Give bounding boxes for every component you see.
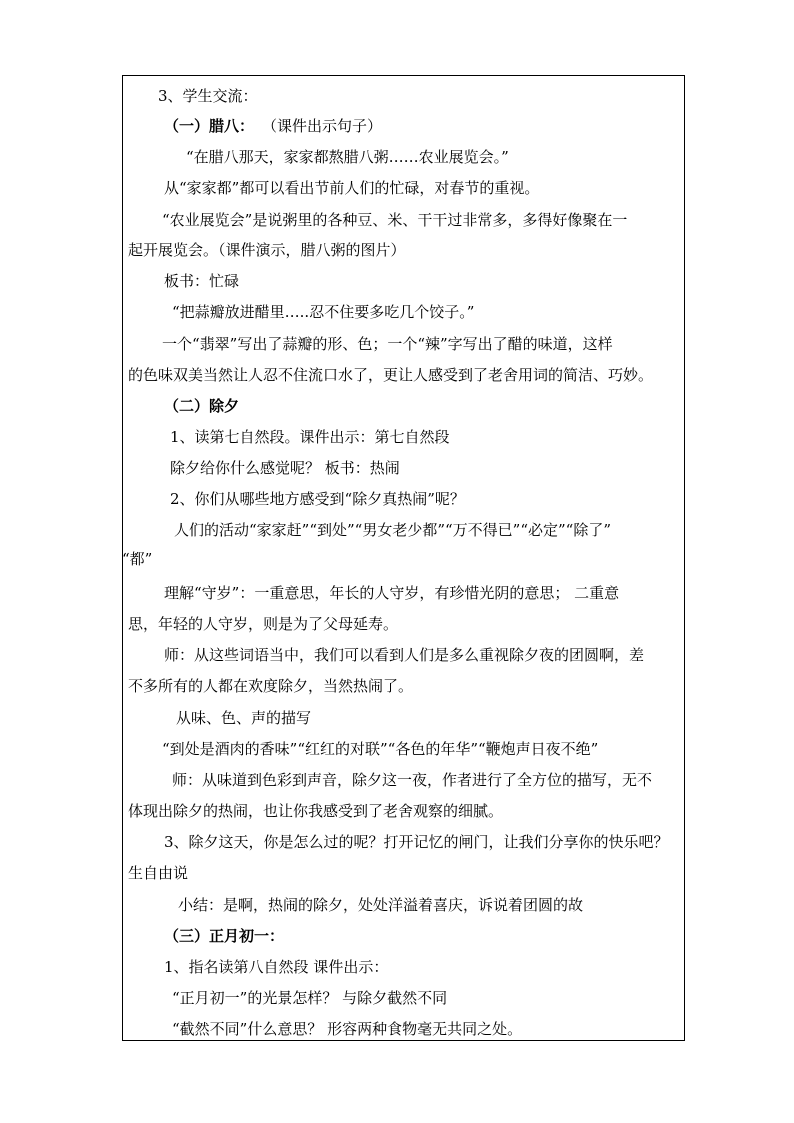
paragraph-line: 3、学生交流： — [158, 87, 258, 105]
section-heading: （一）腊八： — [164, 117, 255, 135]
paragraph-line: 理解“守岁”：一重意思，年长的人守岁，有珍惜光阴的意思； 二重意 — [164, 584, 620, 602]
paragraph-line: 2、你们从哪些地方感受到“除夕真热闹”呢？ — [170, 490, 465, 508]
paragraph-line: 师：从这些词语当中，我们可以看到人们是多么重视除夕夜的团圆啊，差 — [164, 646, 645, 664]
paragraph-line: 从“家家都”都可以看出节前人们的忙碌，对春节的重视。 — [164, 179, 540, 197]
paragraph-line: 人们的活动“家家赶”“到处”“男女老少都”“万不得已”“必定”“除了” — [174, 521, 612, 539]
paragraph-line: 生自由说 — [128, 864, 189, 882]
paragraph-line: “截然不同”什么意思？ 形容两种食物毫无共同之处。 — [172, 1020, 523, 1038]
paragraph-line: 不多所有的人都在欢度除夕，当然热闹了。 — [128, 677, 414, 695]
paragraph-line: “到处是酒肉的香味”“红红的对联”“各色的年华”“鞭炮声日夜不绝” — [162, 740, 599, 758]
paragraph-line: 师：从味道到色彩到声音，除夕这一夜，作者进行了全方位的描写，无不 — [172, 771, 653, 789]
paragraph-line: 1、指名读第八自然段 课件出示： — [164, 958, 389, 976]
paragraph-line: “把蒜瓣放进醋里…..忍不住要多吃几个饺子。” — [172, 303, 475, 321]
paragraph-line: 3、除夕这天，你是怎么过的呢？打开记忆的闸门，让我们分享你的快乐吧？ — [164, 833, 669, 851]
paragraph-line: 1、读第七自然段。课件出示：第七自然段 — [170, 428, 450, 446]
paragraph-line: 的色味双美当然让人忍不住流口水了，更让人感受到了老舍用词的简洁、巧妙。 — [128, 366, 654, 384]
paragraph-line: （课件出示句子） — [262, 117, 383, 135]
paragraph-line: 板书：忙碌 — [164, 272, 240, 290]
paragraph-line: “都” — [122, 550, 153, 568]
paragraph-line: 小结：是啊，热闹的除夕，处处洋溢着喜庆，诉说着团圆的故 — [178, 896, 584, 914]
paragraph-line: 起开展览会。（课件演示，腊八粥的图片） — [128, 241, 406, 259]
paragraph-line: 一个“翡翠”写出了蒜瓣的形、色；一个“辣”字写出了醋的味道，这样 — [162, 335, 613, 353]
paragraph-line: “农业展览会”是说粥里的各种豆、米、干干过非常多，多得好像聚在一 — [162, 211, 628, 229]
paragraph-line: “正月初一”的光景怎样？ 与除夕截然不同 — [172, 989, 448, 1007]
section-heading: （二）除夕 — [164, 397, 240, 415]
paragraph-line: “在腊八那天，家家都熬腊八粥……农业展览会。” — [186, 148, 509, 166]
paragraph-line: 体现出除夕的热闹，也让你我感受到了老舍观察的细腻。 — [128, 802, 504, 820]
paragraph-line: 除夕给你什么感觉呢？ 板书：热闹 — [170, 459, 400, 477]
paragraph-line: 从味、色、声的描写 — [176, 709, 312, 727]
section-heading: （三）正月初一： — [164, 927, 285, 945]
paragraph-line: 思，年轻的人守岁，则是为了父母延寿。 — [128, 615, 399, 633]
